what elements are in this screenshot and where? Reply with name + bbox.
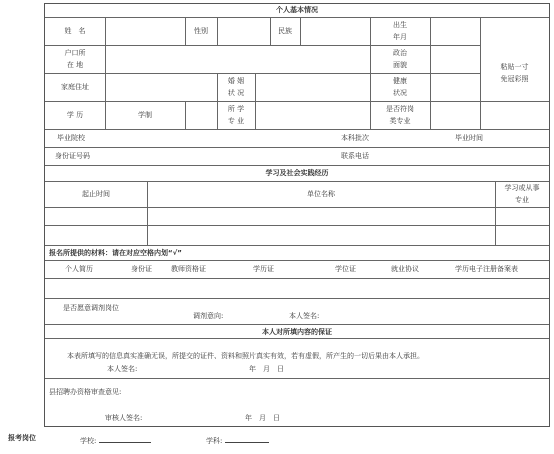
guarantee-date: 年 月 日 (249, 365, 284, 373)
label-major-1: 所 学 (227, 105, 245, 113)
label-education: 学 历 (66, 111, 84, 119)
footer-subject (206, 434, 269, 446)
row-divider (45, 45, 480, 46)
row-divider (45, 17, 549, 18)
row-divider (45, 73, 480, 74)
col-header-role-1: 学习或从事 (504, 184, 540, 192)
footer-school-blank[interactable] (99, 434, 151, 443)
row-divider (45, 165, 549, 166)
footer-school (80, 434, 151, 446)
material-degree: 学位证 (335, 265, 356, 273)
photo-hint-2: 免冠彩照 (500, 75, 529, 83)
label-adjust-question: 是否愿意调剂岗位 (63, 304, 119, 312)
label-political-2: 面貌 (393, 61, 407, 69)
section-title-basic: 个人基本情况 (276, 6, 318, 14)
label-gender: 性别 (194, 27, 208, 35)
row-divider (45, 225, 549, 226)
label-health-1: 健康 (393, 77, 407, 85)
section-title-guarantee: 本人对所填内容的保证 (262, 328, 332, 336)
row-divider (45, 278, 549, 279)
material-online-record: 学历电子注册备案表 (455, 265, 518, 273)
row-divider (45, 338, 549, 339)
row-divider (45, 207, 549, 208)
label-match-1: 是否符岗 (386, 105, 414, 113)
col-divider (105, 45, 106, 101)
col-header-role-2: 专业 (515, 196, 529, 204)
label-major-2: 专 业 (227, 117, 245, 125)
review-date: 年 月 日 (245, 414, 280, 422)
guarantee-statement: 本表所填写的信息真实准确无误，所提交的证件、资料和照片真实有效，若有虚假，所产生的一切后果由本人承担。 (67, 352, 424, 360)
label-address: 家庭住址 (61, 83, 89, 91)
photo-hint-1: 粘贴一寸 (500, 63, 529, 71)
label-huji-1: 户口所 (64, 49, 86, 57)
material-teacher-cert: 教师资格证 (171, 265, 206, 273)
label-health-2: 状况 (393, 89, 407, 97)
col-header-unit: 单位名称 (307, 190, 335, 198)
label-political-1: 政治 (393, 49, 407, 57)
label-huji-2: 在 地 (66, 61, 84, 69)
label-review-title: 县招聘办资格审查意见: (49, 388, 122, 396)
label-batch: 本科批次 (341, 134, 369, 142)
material-id-card: 身份证 (131, 265, 152, 273)
section-title-study: 学习及社会实践经历 (265, 169, 329, 177)
material-resume: 个人简历 (65, 265, 93, 273)
col-divider (105, 17, 106, 45)
material-employment: 就业协议 (391, 265, 419, 273)
row-divider (45, 129, 549, 130)
row-divider (45, 324, 549, 325)
col-divider (185, 101, 186, 129)
col-divider (300, 17, 301, 45)
label-graduated-school: 毕业院校 (57, 134, 85, 142)
label-marriage-2: 状 况 (227, 89, 245, 97)
section-title-materials: 报名所提供的材料：请在对应空格内划“√” (49, 249, 182, 257)
row-divider (45, 245, 549, 246)
row-divider (45, 181, 549, 182)
registration-form (44, 3, 550, 427)
col-divider (430, 17, 431, 129)
label-guarantee-signature: 本人签名: (107, 365, 138, 373)
label-id-number: 身份证号码 (55, 152, 90, 160)
footer-post-label: 报考岗位 (8, 434, 36, 442)
label-ethnicity: 民族 (278, 27, 292, 35)
label-match-2: 类专业 (389, 117, 411, 125)
col-divider (255, 73, 256, 129)
row-divider (45, 147, 549, 148)
footer-school-label: 学校: (80, 437, 97, 445)
label-grad-time: 毕业时间 (455, 134, 483, 142)
col-header-period: 起止时间 (82, 190, 110, 198)
label-adjust-signature: 本人签名: (289, 312, 320, 320)
row-divider (45, 101, 549, 102)
footer-subject-blank[interactable] (225, 434, 269, 443)
label-reviewer: 审核人签名: (105, 414, 143, 422)
row-divider (45, 378, 549, 379)
col-divider (480, 17, 481, 129)
col-divider (217, 17, 218, 45)
label-adjust-intention: 调剂意向: (193, 312, 224, 320)
material-diploma: 学历证 (253, 265, 274, 273)
row-divider (45, 260, 549, 261)
footer-subject-label: 学科: (206, 437, 223, 445)
label-marriage-1: 婚 姻 (227, 77, 245, 85)
label-birth-1: 出生 (393, 21, 407, 29)
label-name: 姓 名 (64, 27, 86, 35)
label-phone: 联系电话 (341, 152, 369, 160)
label-school-system: 学制 (138, 111, 152, 119)
label-birth-2: 年月 (393, 33, 407, 41)
row-divider (45, 298, 549, 299)
